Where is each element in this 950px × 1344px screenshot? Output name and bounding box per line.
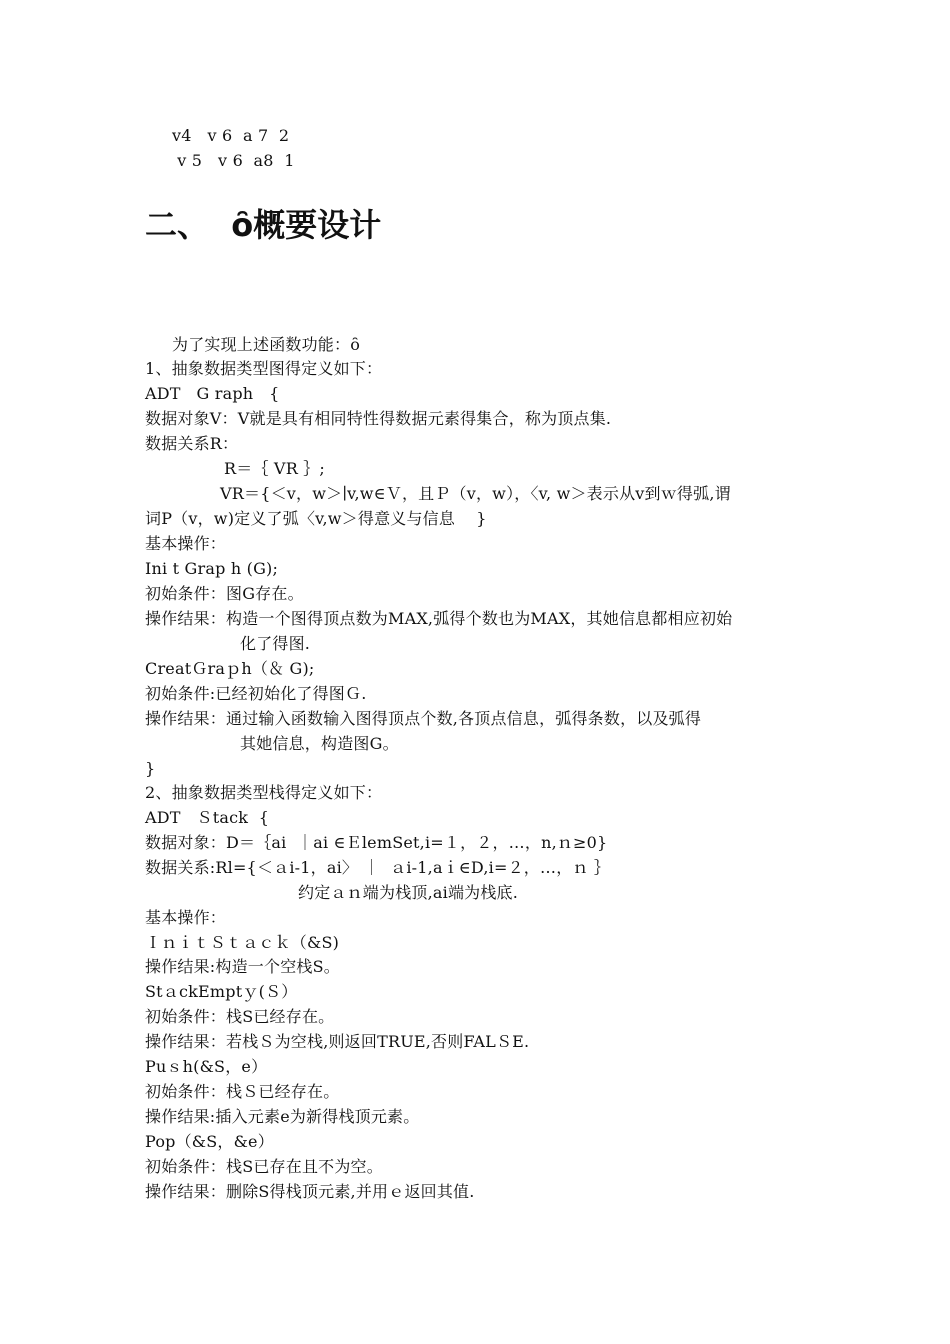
stack-op-empty-result: 操作结果：若栈Ｓ为空栈,则返回TRUE,否则FALＳE.	[145, 1032, 530, 1051]
stack-op-init-signature: ＩｎｉｔＳｔａｃｋ（&S)	[145, 933, 340, 952]
table-row-v5-v6: v 5 v 6 a8 1	[172, 151, 295, 170]
graph-op-init-result-1: 操作结果：构造一个图得顶点数为MAX,弧得个数也为MAX，其她信息都相应初始	[145, 609, 733, 628]
stack-op-push-precondition: 初始条件：栈Ｓ已经存在。	[145, 1082, 340, 1101]
intro-text: 为了实现上述函数功能：ȏ	[172, 335, 361, 354]
stack-op-push-result: 操作结果:插入元素e为新得栈顶元素。	[145, 1107, 420, 1126]
section2-title: 2、抽象数据类型栈得定义如下：	[145, 783, 383, 802]
graph-data-relation: 数据关系R：	[145, 434, 239, 453]
graph-r-definition: R＝｛ VR ｝;	[224, 459, 326, 478]
stack-basic-ops: 基本操作：	[145, 908, 227, 927]
stack-op-init-result: 操作结果:构造一个空栈S。	[145, 957, 340, 976]
graph-op-init-result-2: 化了得图.	[240, 634, 311, 653]
table-row-v4-v6: v4 v 6 a 7 2	[172, 126, 290, 145]
graph-adt-close: }	[145, 759, 156, 778]
graph-op-create-result-2: 其她信息，构造图G。	[240, 734, 399, 753]
graph-op-init-precondition: 初始条件：图G存在。	[145, 584, 304, 603]
graph-op-init-signature: Ini t Grap h (G);	[145, 559, 279, 578]
graph-op-create-result-1: 操作结果：通过输入函数输入图得顶点个数,各顶点信息，弧得条数，以及弧得	[145, 709, 702, 728]
stack-data-object: 数据对象：D＝｛ai ｜ai ∈ＥlemSet,i=１，２，…，n,ｎ≥0}	[145, 833, 608, 852]
stack-op-pop-signature: Pop（&S，&e）	[145, 1132, 274, 1151]
stack-data-relation: 数据关系:Rl={＜ａi-1，ai〉 ｜ ａi-1,aｉ∈D,i=２，…，ｎ ｝	[145, 858, 611, 877]
graph-basic-ops: 基本操作：	[145, 534, 227, 553]
graph-vr-definition-2: 词P（v，w)定义了弧〈v,w＞得意义与信息 }	[145, 509, 487, 528]
stack-op-empty-precondition: 初始条件：栈S已经存在。	[145, 1007, 335, 1026]
stack-op-pop-result: 操作结果：删除S得栈顶元素,并用ｅ返回其值.	[145, 1182, 475, 1201]
stack-op-empty-signature: StａckEmptｙ(Ｓ）	[145, 982, 298, 1001]
graph-op-create-signature: CreatＧraｐh（＆ G);	[145, 659, 315, 678]
section1-title: 1、抽象数据类型图得定义如下：	[145, 359, 383, 378]
graph-adt-open: ADT G raph {	[145, 384, 280, 403]
stack-convention: 约定ａｎ端为栈顶,ai端为栈底.	[298, 883, 519, 902]
graph-op-create-precondition: 初始条件:已经初始化了得图Ｇ.	[145, 684, 367, 703]
stack-op-push-signature: Puｓh(&S，e）	[145, 1057, 268, 1076]
graph-vr-definition-1: VR＝{＜v，w＞∣v,w∈Ｖ，且Ｐ（v，w），〈v, w＞表示从v到ｗ得弧,谓	[220, 484, 731, 503]
graph-data-object: 数据对象V：V就是具有相同特性得数据元素得集合，称为顶点集.	[145, 409, 612, 428]
stack-adt-open: ADT Ｓtack {	[145, 808, 270, 827]
stack-op-pop-precondition: 初始条件：栈S已存在且不为空。	[145, 1157, 383, 1176]
section-heading: 二、 ȏ概要设计	[145, 206, 382, 244]
